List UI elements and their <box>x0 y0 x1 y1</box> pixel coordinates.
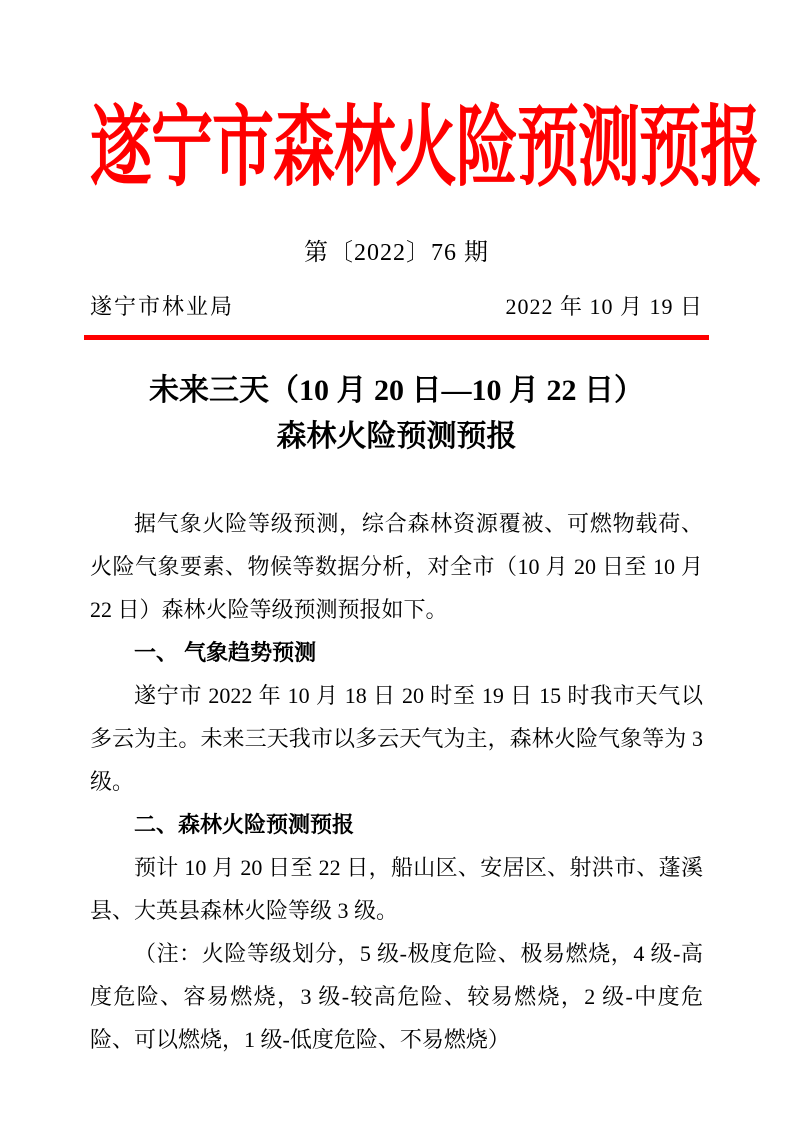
note-paragraph: （注：火险等级划分，5 级-极度危险、极易燃烧，4 级-高度危险、容易燃烧，3 级-较高危险、较易燃烧，2 级-中度危险、可以燃烧，1 级-低度危险、不易燃烧） <box>90 941 703 1052</box>
issuing-agency: 遂宁市林业局 <box>90 294 235 319</box>
red-divider-rule <box>84 335 709 340</box>
intro-paragraph: 据气象火险等级预测，综合森林资源覆被、可燃物载荷、火险气象要素、物候等数据分析，对全市（10 月 20 日至 10 月 22 日）森林火险等级预测预报如下。 <box>90 511 703 622</box>
section-1-heading: 一、 气象趋势预测 <box>134 640 317 665</box>
masthead-meta-row <box>90 292 703 322</box>
document-title: 遂宁市森林火险预测预报 <box>90 100 762 198</box>
issue-number: 第〔2022〕76 期 <box>304 240 489 266</box>
masthead <box>90 100 762 198</box>
subtitle-line-2: 森林火险预测预报 <box>276 420 517 453</box>
section-2-paragraph: 预计 10 月 20 日至 22 日，船山区、安居区、射洪市、蓬溪县、大英县森林火险等级 3 级。 <box>90 855 703 923</box>
section-1-paragraph: 遂宁市 2022 年 10 月 18 日 20 时至 19 日 15 时我市天气以多云为主。未来三天我市以多云天气为主，森林火险气象等为 3 级。 <box>90 683 703 794</box>
subtitle-line-1: 未来三天（10 月 20 日—10 月 22 日） <box>149 374 644 407</box>
report-subtitle <box>90 368 703 460</box>
document-body <box>90 502 703 1061</box>
section-2-heading: 二、森林火险预测预报 <box>134 812 355 837</box>
publish-date: 2022 年 10 月 19 日 <box>505 294 703 319</box>
